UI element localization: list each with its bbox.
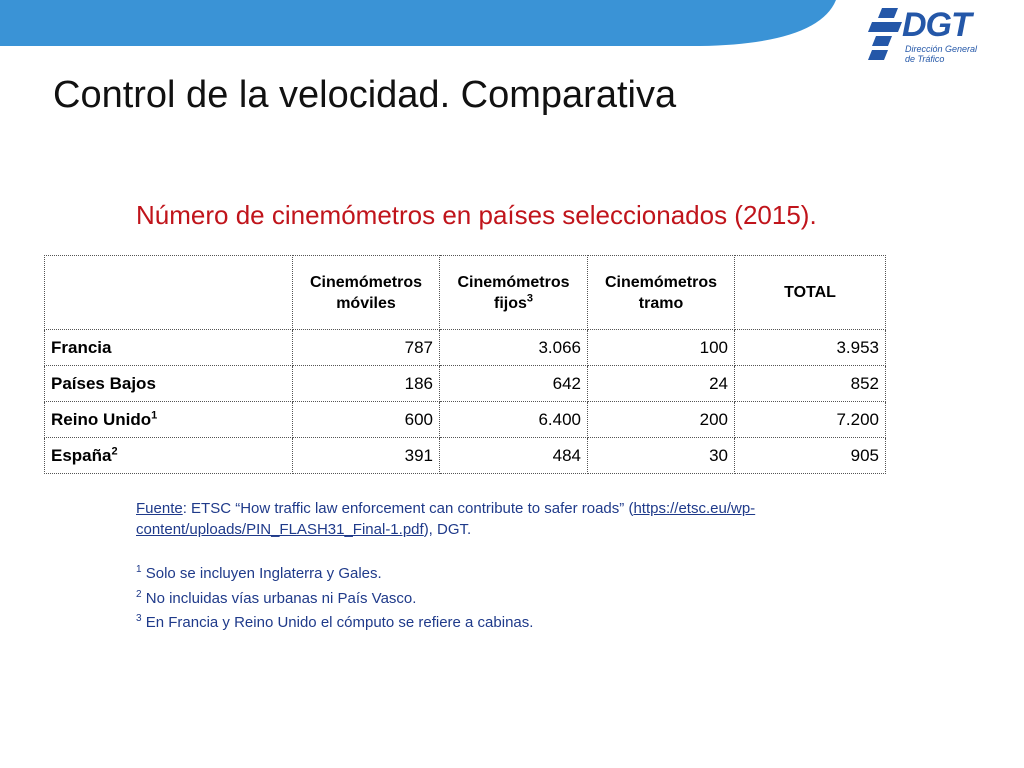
total-cell: 7.200	[735, 402, 886, 438]
source-url-link[interactable]: https://etsc.eu/wp-	[633, 500, 756, 517]
table-row	[45, 402, 886, 438]
dgt-logo	[868, 6, 988, 66]
tramo-cell: 100	[588, 330, 735, 366]
header-empty-cell	[45, 256, 293, 330]
table-header-row	[45, 256, 886, 330]
total-cell: 852	[735, 366, 886, 402]
country-cell: Francia	[45, 330, 293, 366]
fijos-cell: 642	[440, 366, 588, 402]
header-tramo: Cinemómetros tramo	[588, 256, 735, 330]
table-row	[45, 438, 886, 474]
moviles-cell: 600	[293, 402, 440, 438]
tramo-cell: 30	[588, 438, 735, 474]
footnote-1: $^1$ Solo se incluyen Inglaterra y Gales.	[136, 564, 382, 582]
logo-subtitle	[905, 44, 977, 64]
moviles-cell: 787	[293, 330, 440, 366]
header-total: TOTAL	[735, 256, 886, 330]
source-url-link-continued[interactable]: content/uploads/PIN_FLASH31_Final-1.pdf	[136, 521, 424, 538]
tramo-cell: 200	[588, 402, 735, 438]
source-citation	[136, 498, 856, 540]
speed-camera-table	[44, 255, 886, 474]
tramo-cell: 24	[588, 366, 735, 402]
fijos-cell: 484	[440, 438, 588, 474]
total-cell: 3.953	[735, 330, 886, 366]
fijos-cell: 3.066	[440, 330, 588, 366]
fijos-cell: 6.400	[440, 402, 588, 438]
footnotes	[136, 560, 856, 634]
footnote-2: $^2$ No incluidas vías urbanas ni País Vasco.	[136, 588, 417, 607]
dgt-cross-icon	[868, 6, 904, 62]
footnote-ref-3: 3	[526, 292, 533, 305]
logo-subtitle-line2: de Tráfico	[905, 54, 945, 64]
footnote-3: $^3$ En Francia y Reino Unido el cómputo se refiere a cabinas.	[136, 613, 534, 631]
header-band-shape	[0, 0, 836, 46]
moviles-cell: 186	[293, 366, 440, 402]
source-label: Fuente	[136, 500, 183, 517]
source-text: : ETSC “How traffic law enforcement can contribute to safer roads” (	[182, 500, 634, 517]
country-cell: España$^2$	[45, 438, 293, 474]
total-cell: 905	[735, 438, 886, 474]
footnote-ref-1: 1	[151, 408, 158, 421]
table-row	[45, 366, 886, 402]
footnote-ref-2: 2	[111, 444, 118, 457]
moviles-cell: 391	[293, 438, 440, 474]
source-text-end: ), DGT.	[423, 521, 472, 538]
logo-wordmark: DGT	[902, 6, 971, 44]
header-fijos: Cinemómetros fijos$^3$	[440, 256, 588, 330]
logo-subtitle-line1: Dirección General	[905, 44, 978, 54]
header-moviles: Cinemómetros móviles	[293, 256, 440, 330]
table-row	[45, 330, 886, 366]
table-caption: Número de cinemómetros en países seleccionados (2015).	[136, 200, 817, 230]
country-cell: Países Bajos	[45, 366, 293, 402]
page-title: Control de la velocidad. Comparativa	[53, 74, 677, 116]
country-cell: Reino Unido$^1$	[45, 402, 293, 438]
